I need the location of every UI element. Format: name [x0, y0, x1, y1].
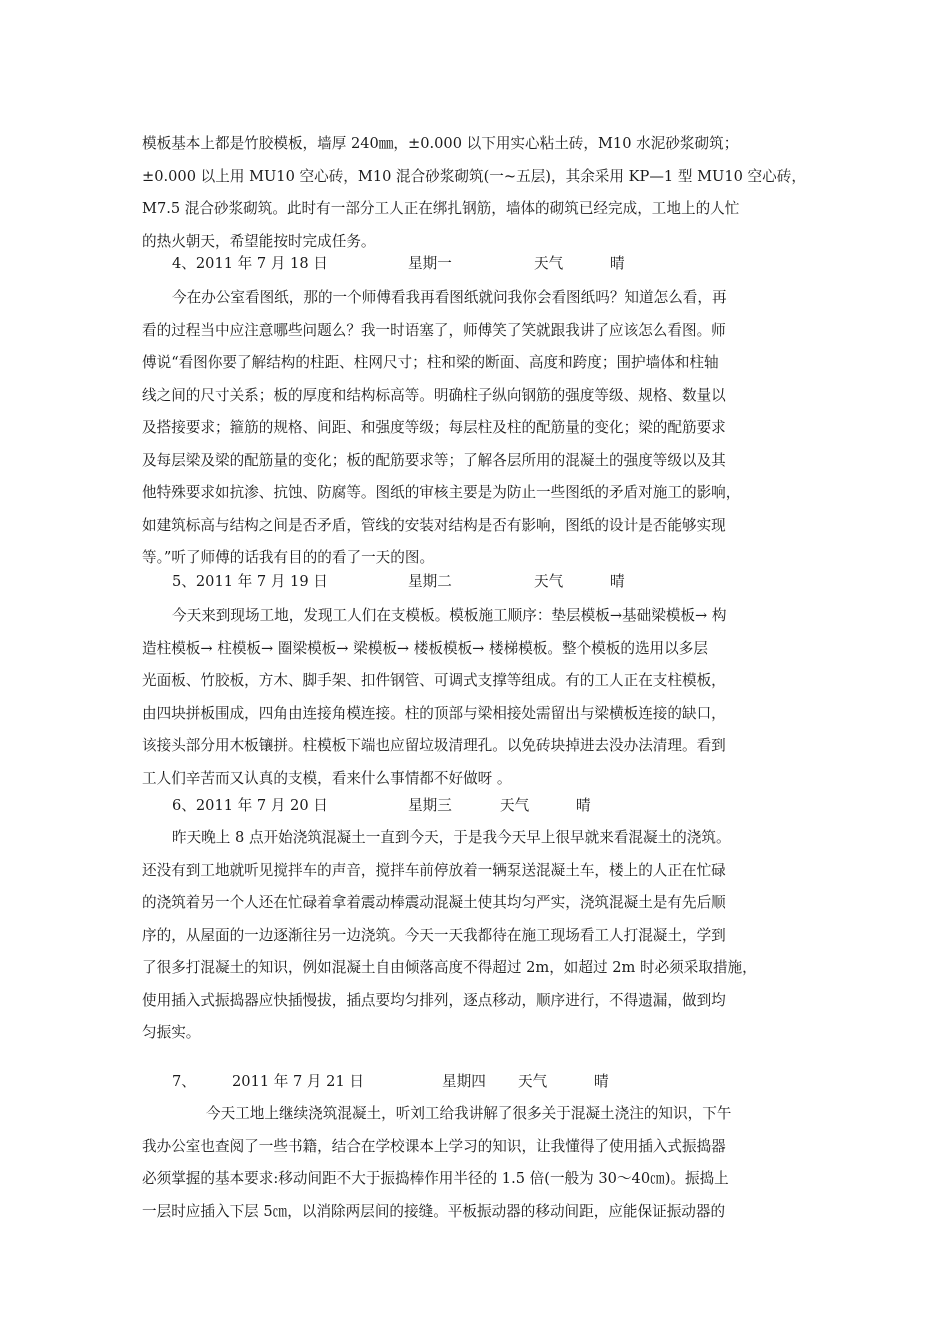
text-line: 的热火朝天，希望能按时完成任务。 — [142, 232, 376, 250]
text-line: 工人们辛苦而又认真的支模，看来什么事情都不好做呀 。 — [142, 769, 512, 787]
entry-date: 5、2011 年 7 月 19 日 — [172, 573, 328, 590]
weather-value: 晴 — [610, 255, 625, 272]
text-line: 线之间的尺寸关系；板的厚度和结构标高等。明确柱子纵向钢筋的强度等级、规格、数量以 — [142, 386, 726, 404]
entry-heading-4 — [142, 248, 812, 280]
entry-body-4 — [142, 282, 812, 575]
text-line: 由四块拼板围成，四角由连接角模连接。柱的顶部与梁相接处需留出与梁横板连接的缺口， — [142, 704, 726, 722]
weather-label: 天气 — [518, 1073, 548, 1090]
text-line: 匀振实。 — [142, 1024, 201, 1041]
entry-weekday: 星期二 — [408, 573, 452, 590]
entry-number: 7、 — [172, 1073, 196, 1090]
text-line: 等。”听了师傅的话我有目的的看了一天的图。 — [142, 549, 435, 566]
text-line: 序的，从屋面的一边逐渐往另一边浇筑。今天一天我都待在施工现场看工人打混凝土，学到 — [142, 926, 726, 944]
text-line: M7.5 混合砂浆砌筑。此时有一部分工人正在绑扎钢筋，墙体的砌筑已经完成，工地上的人忙 — [142, 200, 740, 217]
entry-weekday: 星期一 — [408, 255, 452, 272]
text-line: 他特殊要求如抗渗、抗蚀、防腐等。图纸的审核主要是为防止一些图纸的矛盾对施工的影响， — [142, 484, 741, 501]
text-line: 今天来到现场工地，发现工人们在支模板。模板施工顺序：垫层模板→基础梁模板→ 构 — [172, 607, 727, 624]
entry-body-5 — [142, 600, 812, 795]
entry-date: 2011 年 7 月 21 日 — [232, 1073, 364, 1090]
entry-weekday: 星期四 — [442, 1073, 486, 1090]
text-line: 今在办公室看图纸，那的一个师傅看我再看图纸就问我你会看图纸吗？知道怎么看，再 — [172, 289, 727, 306]
paragraph-continuation — [142, 128, 812, 258]
text-line: 模板基本上都是竹胶模板，墙厚 240㎜，±0.000 以下用实心粘土砖，M10 水泥砂浆砌筑； — [142, 135, 739, 152]
text-line: 及搭接要求；箍筋的规格、间距、和强度等级；每层柱及柱的配筋量的变化；梁的配筋要求 — [142, 419, 726, 436]
text-line: 一层时应插入下层 5㎝，以消除两层间的接缝。平板振动器的移动间距，应能保证振动器的 — [142, 1202, 726, 1220]
text-line: 了很多打混凝土的知识，例如混凝土自由倾落高度不得超过 2m，如超过 2m 时必须采取措施， — [142, 959, 757, 976]
text-line: 看的过程当中应注意哪些问题么？我一时语塞了，师傅笑了笑就跟我讲了应该怎么看图。师 — [142, 321, 726, 339]
entry-heading-7 — [142, 1066, 812, 1098]
entry-body-7 — [142, 1098, 812, 1228]
text-line: 该接头部分用木板镶拼。柱模板下端也应留垃圾清理孔。以免砖块掉进去没办法清理。看到 — [142, 737, 726, 754]
text-line: 昨天晚上 8 点开始浇筑混凝土一直到今天，于是我今天早上很早就来看混凝土的浇筑。 — [172, 829, 731, 846]
weather-value: 晴 — [576, 797, 591, 814]
weather-value: 晴 — [610, 573, 625, 590]
text-line: 造柱模板→ 柱模板→ 圈梁模板→ 梁模板→ 楼板模板→ 楼梯模板。整个模板的选用以多层 — [142, 639, 708, 657]
text-line: 我办公室也查阅了一些书籍，结合在学校课本上学习的知识，让我懂得了使用插入式振捣器 — [142, 1137, 726, 1155]
entry-weekday: 星期三 — [408, 797, 452, 814]
text-line: 傅说“看图你要了解结构的柱距、柱网尺寸；柱和梁的断面、高度和跨度；围护墙体和柱轴 — [142, 354, 719, 371]
entry-date: 4、2011 年 7 月 18 日 — [172, 255, 328, 272]
weather-label: 天气 — [500, 797, 530, 814]
text-line: 还没有到工地就听见搅拌车的声音，搅拌车前停放着一辆泵送混凝土车，楼上的人正在忙碌 — [142, 861, 726, 879]
text-line: 使用插入式振捣器应快插慢拔，插点要均匀排列，逐点移动，顺序进行，不得遗漏，做到均 — [142, 991, 726, 1009]
entry-heading-5 — [142, 566, 812, 598]
entry-heading-6 — [142, 790, 812, 822]
text-line: 如建筑标高与结构之间是否矛盾，管线的安装对结构是否有影响，图纸的设计是否能够实现 — [142, 516, 726, 534]
text-line: 及每层梁及梁的配筋量的变化；板的配筋要求等；了解各层所用的混凝土的强度等级以及其 — [142, 451, 726, 469]
text-line: 必须掌握的基本要求:移动间距不大于振捣棒作用半径的 1.5 倍(一般为 30～40㎝)。振捣上 — [142, 1170, 729, 1187]
weather-value: 晴 — [594, 1073, 609, 1090]
entry-body-6 — [142, 822, 812, 1050]
text-line: 光面板、竹胶板，方木、脚手架、扣件钢管、可调式支撑等组成。有的工人正在支柱模板， — [142, 672, 726, 689]
text-line: 今天工地上继续浇筑混凝土，听刘工给我讲解了很多关于混凝土浇注的知识，下午 — [206, 1105, 732, 1122]
text-line: 的浇筑着另一个人还在忙碌着拿着震动棒震动混凝土使其均匀严实，浇筑混凝土是有先后顺 — [142, 894, 726, 911]
text-line: ±0.000 以上用 MU10 空心砖，M10 混合砂浆砌筑(一~五层)，其余采用 KP—1 型 MU10 空心砖， — [142, 167, 806, 185]
weather-label: 天气 — [534, 255, 564, 272]
entry-date: 6、2011 年 7 月 20 日 — [172, 797, 328, 814]
weather-label: 天气 — [534, 573, 564, 590]
